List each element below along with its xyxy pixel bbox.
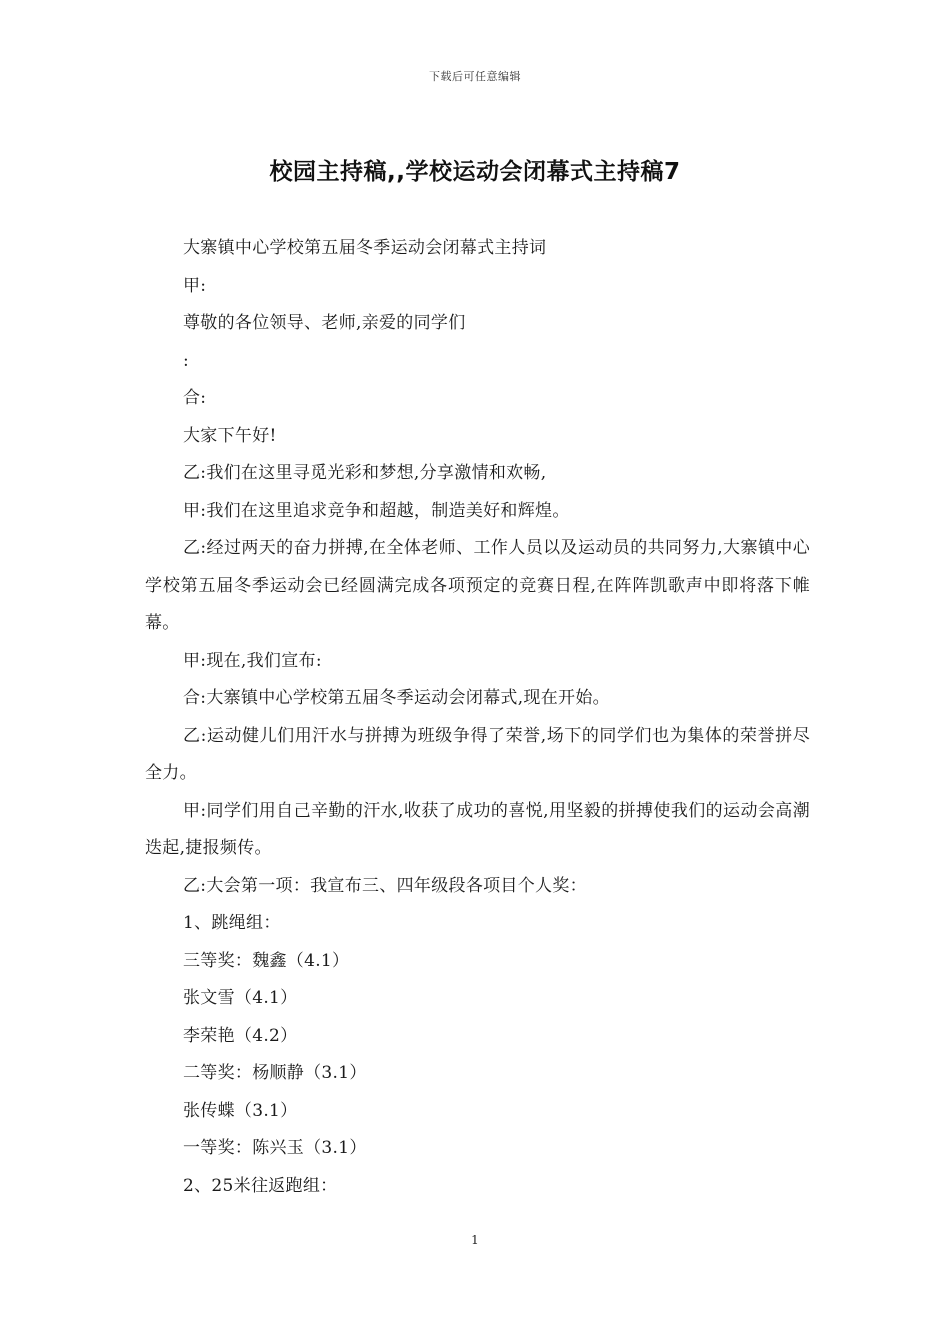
paragraph: 李荣艳（4.2） xyxy=(183,1025,298,1046)
paragraph: 1、跳绳组： xyxy=(183,913,281,933)
paragraph: 合: xyxy=(183,388,207,408)
document-title: 校园主持稿,,学校运动会闭幕式主持稿7 xyxy=(269,159,681,185)
paragraph: 甲: xyxy=(183,275,207,296)
header-note: 下载后可任意编辑 xyxy=(429,70,521,83)
paragraph: : xyxy=(183,350,190,371)
paragraph: 大寨镇中心学校第五届冬季运动会闭幕式主持词 xyxy=(183,238,547,258)
page-number: 1 xyxy=(471,1233,479,1247)
paragraph: 乙:运动健儿们用汗水与拼搏为班级争得了荣誉,场下的同学们也为集体的荣誉拼尽全力。 xyxy=(145,725,810,783)
paragraph: 大家下午好! xyxy=(183,425,277,446)
paragraph: 2、25米往返跑组： xyxy=(183,1175,338,1196)
paragraph: 一等奖：陈兴玉（3.1） xyxy=(183,1138,367,1158)
paragraph: 乙:我们在这里寻觅光彩和梦想,分享激情和欢畅, xyxy=(183,463,547,483)
paragraph: 合:大寨镇中心学校第五届冬季运动会闭幕式,现在开始。 xyxy=(183,688,610,708)
paragraph: 张文雪（4.1） xyxy=(183,988,298,1008)
paragraph: 二等奖：杨顺静（3.1） xyxy=(183,1063,367,1083)
paragraph: 甲:现在,我们宣布: xyxy=(183,650,322,671)
paragraph: 张传蝶（3.1） xyxy=(183,1100,298,1121)
paragraph: 三等奖：魏鑫（4.1） xyxy=(183,950,350,971)
document-body xyxy=(145,230,810,1205)
paragraph: 乙:大会第一项：我宣布三、四年级段各项目个人奖： xyxy=(183,875,587,896)
paragraph: 甲:同学们用自己辛勤的汗水,收获了成功的喜悦,用坚毅的拼搏使我们的运动会高潮迭起,捷报频传。 xyxy=(145,800,810,858)
paragraph: 甲:我们在这里追求竞争和超越，制造美好和辉煌。 xyxy=(183,500,570,521)
paragraph: 乙:经过两天的奋力拼搏,在全体老师、工作人员以及运动员的共同努力,大寨镇中心学校第五届冬季运动会已经圆满完成各项预定的竞赛日程,在阵阵凯歌声中即将落下帷幕。 xyxy=(145,538,810,633)
paragraph: 尊敬的各位领导、老师,亲爱的同学们 xyxy=(183,313,466,333)
